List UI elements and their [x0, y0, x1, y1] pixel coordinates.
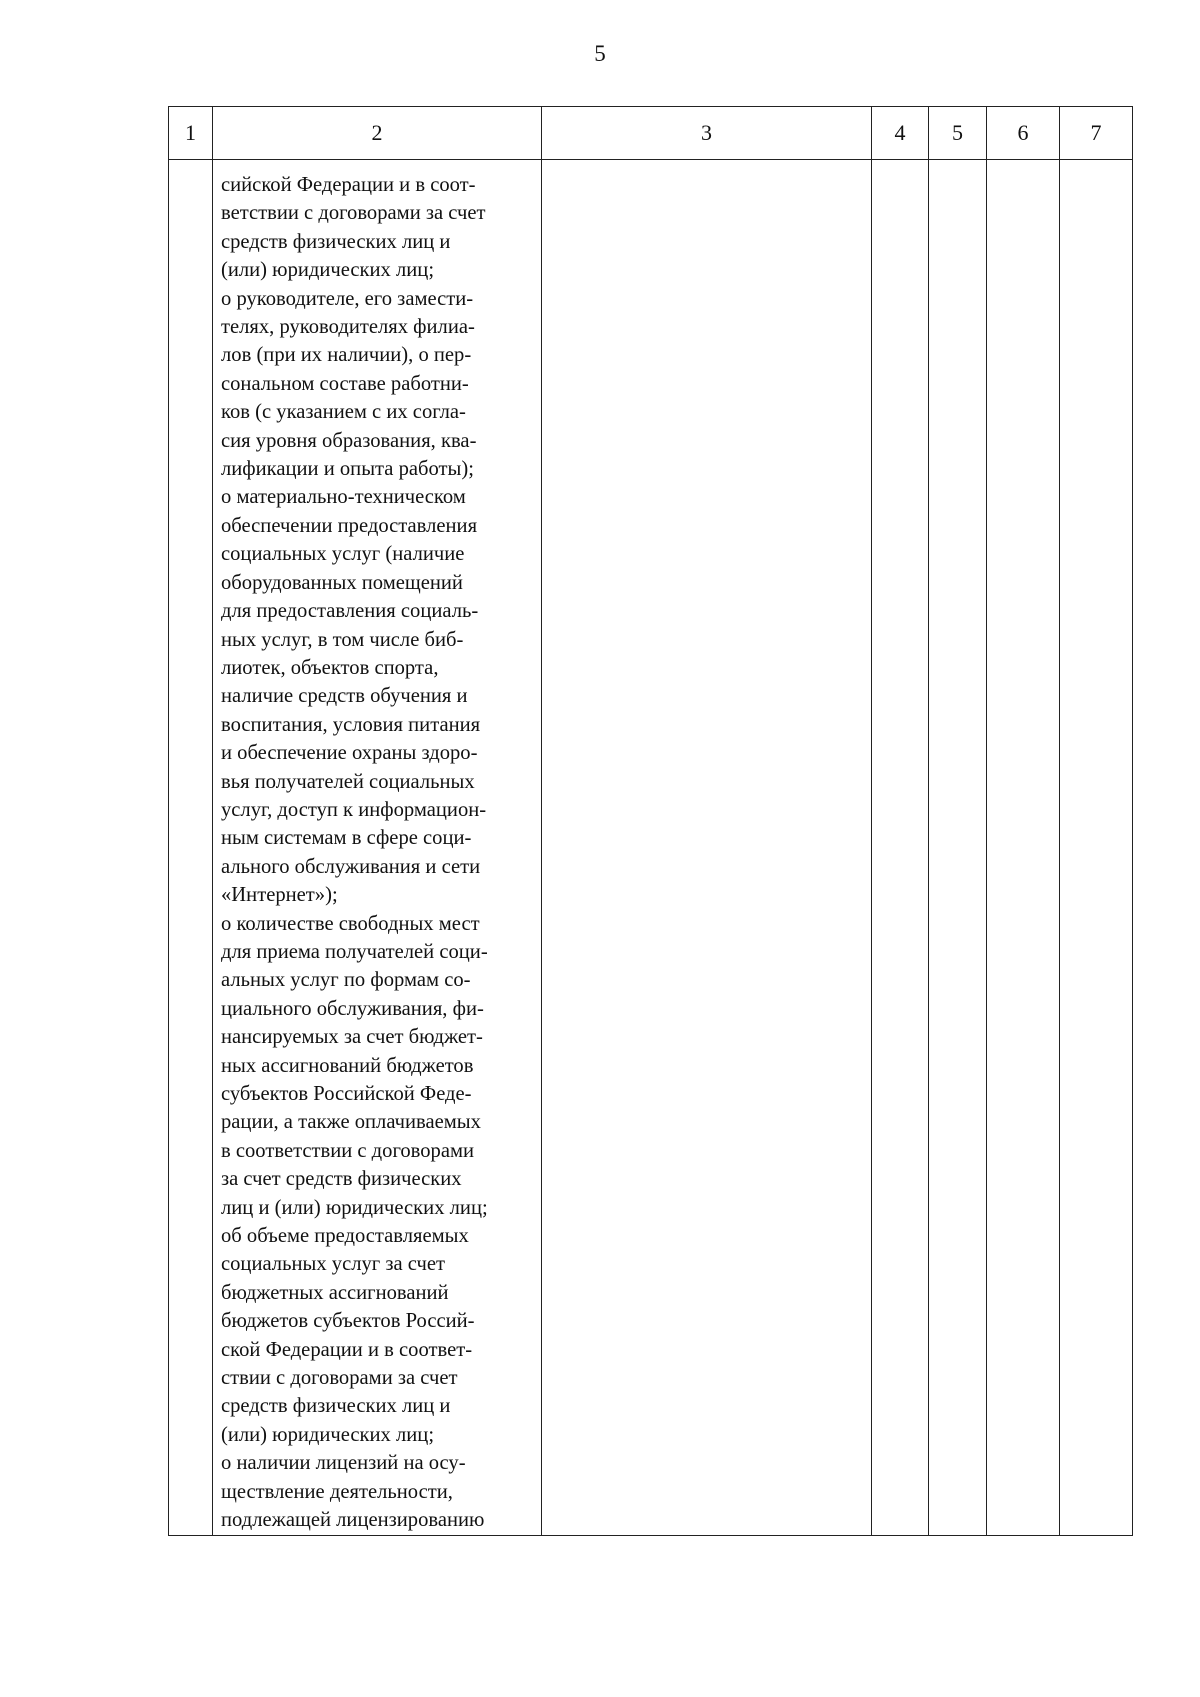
- column-header-3: 3: [542, 107, 872, 160]
- text-line: бюджетных ассигнований: [221, 1281, 449, 1304]
- text-line: ального обслуживания и сети: [221, 855, 481, 878]
- text-line: о руководителе, его замести-: [221, 287, 474, 310]
- table-cell-col2: [213, 160, 542, 1536]
- table-cell-col3: [542, 160, 872, 1536]
- text-line: для приема получателей соци-: [221, 940, 488, 963]
- text-line: и обеспечение охраны здоро-: [221, 742, 478, 765]
- text-line: нансируемых за счет бюджет-: [221, 1026, 483, 1049]
- text-line: об объеме предоставляемых: [221, 1225, 469, 1248]
- text-line: о наличии лицензий на осу-: [221, 1452, 466, 1475]
- text-line: средств физических лиц и: [221, 230, 451, 253]
- text-line: ных услуг, в том числе биб-: [221, 628, 464, 651]
- column-header-4: 4: [872, 107, 929, 160]
- page-number: 5: [594, 41, 606, 66]
- text-line: «Интернет»);: [221, 884, 338, 907]
- column-header-7: 7: [1060, 107, 1133, 160]
- text-line: для предоставления социаль-: [221, 600, 479, 623]
- text-line: сийской Федерации и в соот-: [221, 174, 476, 196]
- text-line: о количестве свободных мест: [221, 912, 480, 935]
- table-header-row: [169, 107, 1133, 160]
- text-line: рации, а также оплачиваемых: [221, 1111, 481, 1134]
- text-line: лов (при их наличии), о пер-: [221, 344, 472, 367]
- text-line: альных услуг по формам со-: [221, 969, 471, 992]
- table-cell-col5: [929, 160, 987, 1536]
- text-line: о материально-техническом: [221, 486, 466, 509]
- table-cell-col6: [987, 160, 1060, 1536]
- column-header-6: 6: [987, 107, 1060, 160]
- text-line: циального обслуживания, фи-: [221, 997, 484, 1020]
- text-line: вья получателей социальных: [221, 770, 475, 793]
- text-line: бюджетов субъектов Россий-: [221, 1310, 475, 1333]
- text-line: оборудованных помещений: [221, 571, 463, 594]
- text-line: ных ассигнований бюджетов: [221, 1054, 474, 1077]
- text-line: социальных услуг (наличие: [221, 543, 465, 566]
- text-line: подлежащей лицензированию: [221, 1509, 485, 1532]
- text-line: субъектов Российской Феде-: [221, 1083, 472, 1105]
- column-header-5: 5: [929, 107, 987, 160]
- text-line: лиц и (или) юридических лиц;: [221, 1196, 488, 1219]
- column-header-2: 2: [213, 107, 542, 160]
- text-line: (или) юридических лиц;: [221, 1423, 435, 1446]
- table-cell-col7: [1060, 160, 1133, 1536]
- text-line: телях, руководителях филиа-: [221, 316, 475, 339]
- text-line: ществление деятельности,: [221, 1480, 453, 1503]
- table-cell-col1: [169, 160, 213, 1536]
- text-line: ской Федерации и в соответ-: [221, 1338, 473, 1361]
- text-line: ным системам в сфере соци-: [221, 827, 472, 850]
- table-row: [169, 160, 1133, 1536]
- text-line: за счет средств физических: [221, 1168, 462, 1191]
- text-line: воспитания, условия питания: [221, 713, 481, 736]
- document-table: [168, 106, 1133, 1536]
- text-line: (или) юридических лиц;: [221, 259, 435, 282]
- cell-text-block: [213, 160, 541, 1535]
- column-header-1: 1: [169, 107, 213, 160]
- text-line: сия уровня образования, ква-: [221, 429, 477, 452]
- text-line: ков (с указанием с их согла-: [221, 401, 466, 424]
- text-line: сональном составе работни-: [221, 372, 469, 395]
- text-line: лиотек, объектов спорта,: [221, 656, 439, 679]
- text-line: в соответствии с договорами: [221, 1139, 475, 1162]
- text-line: лификации и опыта работы);: [221, 458, 474, 481]
- text-line: наличие средств обучения и: [221, 685, 468, 708]
- text-line: социальных услуг за счет: [221, 1253, 446, 1276]
- table-cell-col4: [872, 160, 929, 1536]
- text-line: обеспечении предоставления: [221, 514, 478, 537]
- text-line: услуг, доступ к информацион-: [221, 798, 487, 821]
- text-line: средств физических лиц и: [221, 1395, 451, 1418]
- text-line: ствии с договорами за счет: [221, 1367, 458, 1390]
- text-line: ветствии с договорами за счет: [221, 202, 486, 225]
